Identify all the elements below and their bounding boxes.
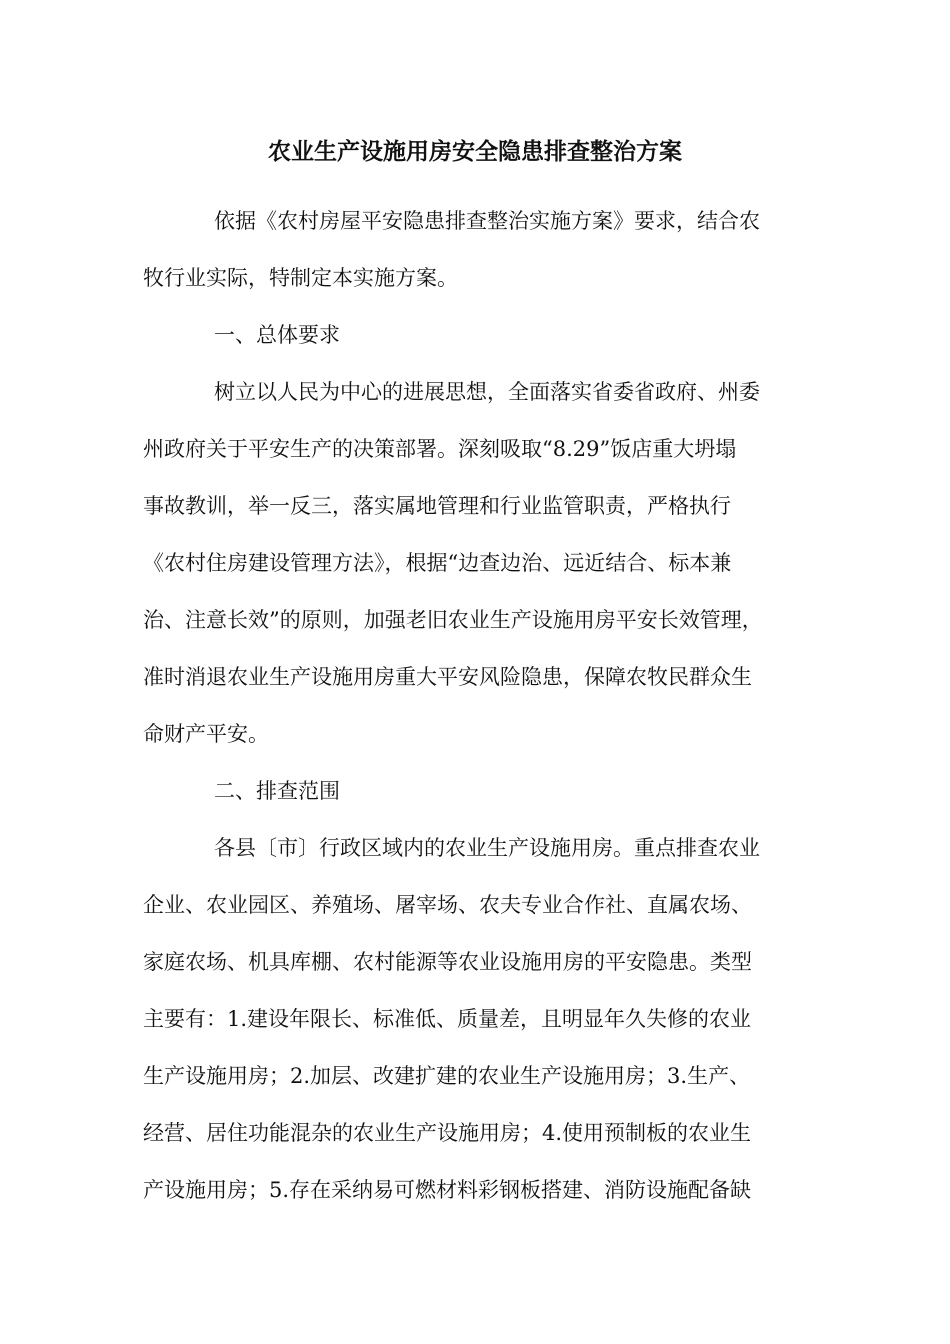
paragraph-line: 命财产平安。: [143, 722, 269, 746]
paragraph-line: 主要有：1.建设年限长、标准低、质量差，且明显年久失修的农业: [143, 1007, 752, 1031]
paragraph-line: 准时消退农业生产设施用房重大平安风险隐患，保障农牧民群众生: [143, 665, 752, 689]
paragraph-line: 《农村住房建设管理方法》，根据“边查边治、远近结合、标本兼: [143, 551, 732, 575]
document-title: 农业生产设施用房安全隐患排查整治方案: [268, 138, 682, 165]
paragraph-line: 治、注意长效”的原则，加强老旧农业生产设施用房平安长效管理，: [143, 608, 763, 632]
paragraph-line: 牧行业实际，特制定本实施方案。: [143, 266, 458, 290]
paragraph-line: 依据《农村房屋平安隐患排查整治实施方案》要求，结合农: [214, 209, 760, 233]
paragraph-line: 经营、居住功能混杂的农业生产设施用房；4.使用预制板的农业生: [143, 1121, 752, 1145]
paragraph-line: 树立以人民为中心的进展思想，全面落实省委省政府、州委: [214, 380, 760, 404]
paragraph-line: 州政府关于平安生产的决策部署。深刻吸取“8.29”饭店重大坍塌: [143, 437, 737, 461]
paragraph-line: 生产设施用房；2.加层、改建扩建的农业生产设施用房；3.生产、: [143, 1064, 751, 1088]
paragraph-line: 企业、农业园区、养殖场、屠宰场、农夫专业合作社、直属农场、: [143, 893, 752, 917]
section-heading: 一、总体要求: [214, 323, 340, 347]
section-heading: 二、排查范围: [214, 779, 340, 803]
paragraph-line: 家庭农场、机具库棚、农村能源等农业设施用房的平安隐患。类型: [143, 950, 752, 974]
paragraph-line: 事故教训，举一反三，落实属地管理和行业监管职责，严格执行: [143, 494, 731, 518]
paragraph-line: 各县〔市〕行政区域内的农业生产设施用房。重点排查农业: [214, 836, 760, 860]
paragraph-line: 产设施用房；5.存在采纳易可燃材料彩钢板搭建、消防设施配备缺: [143, 1178, 752, 1202]
